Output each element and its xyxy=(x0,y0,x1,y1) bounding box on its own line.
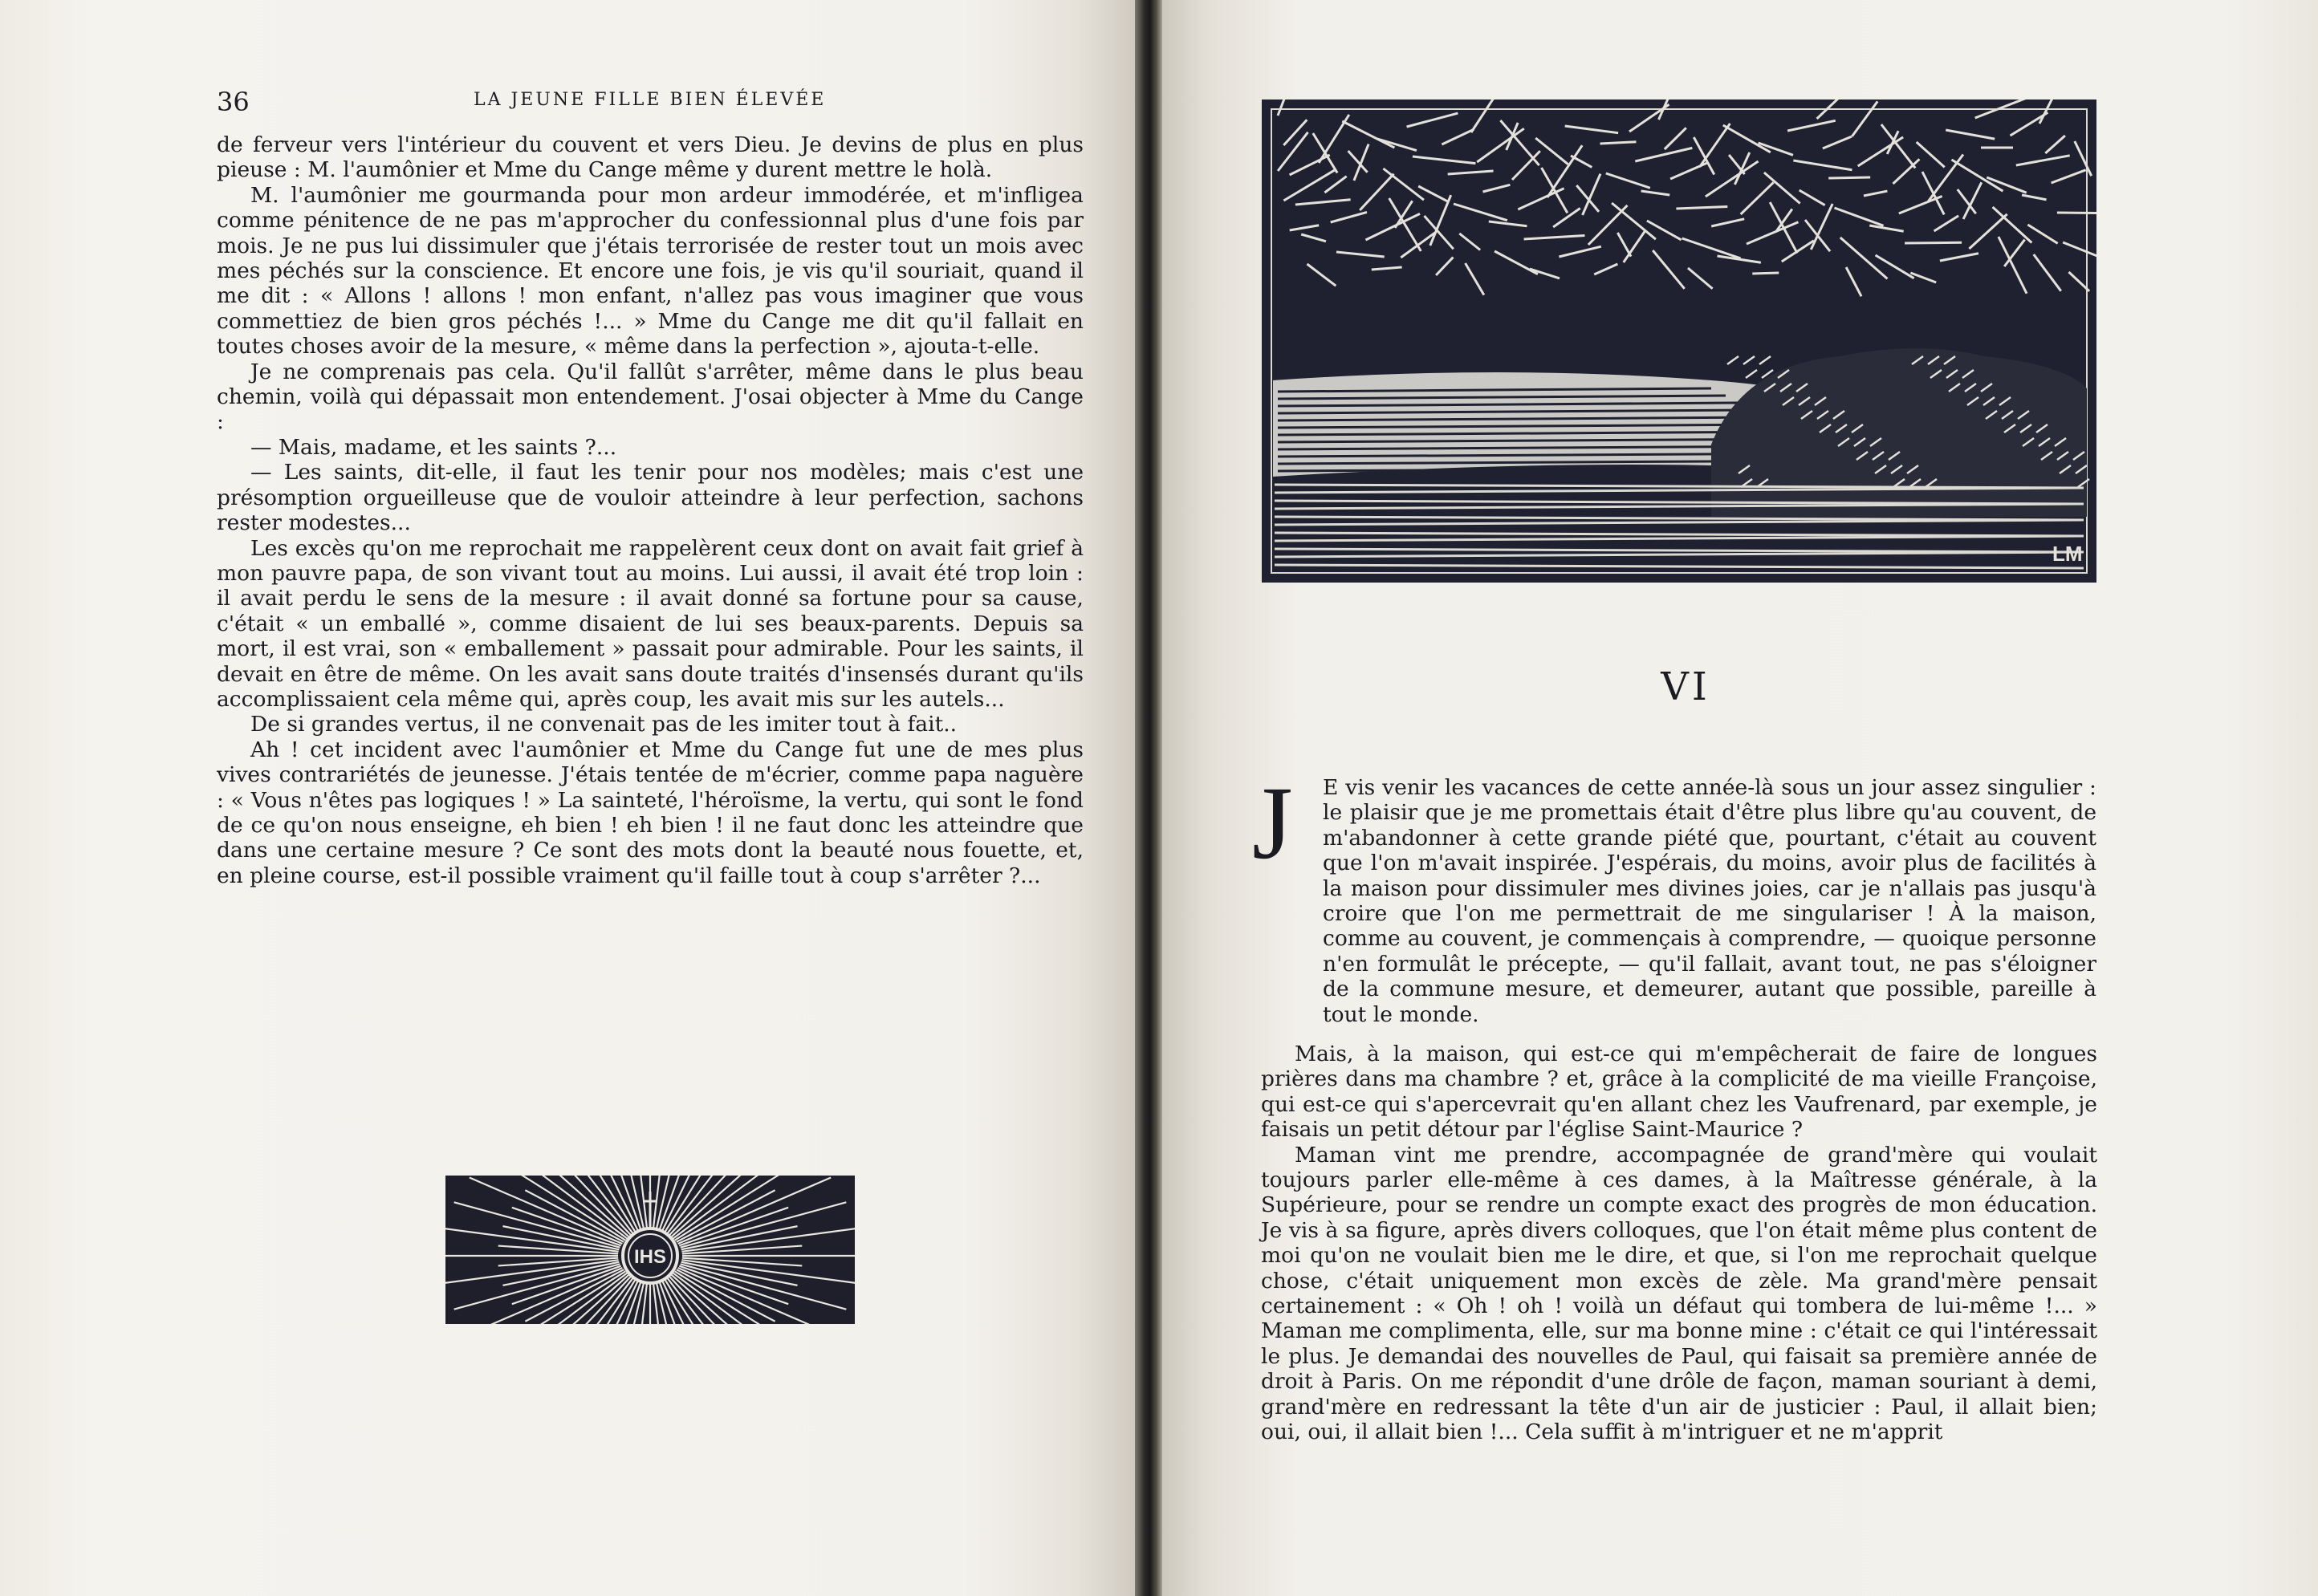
left-body-text xyxy=(217,132,1084,888)
right-body-text xyxy=(1261,1042,2097,1445)
woodcut-monogram: LM xyxy=(2052,542,2083,566)
chapter-heading: VI xyxy=(1661,664,1710,709)
paragraph: Mais, à la maison, qui est-ce qui m'empêcherait de faire de longues prières dans ma chambre ? et, grâce à la complicité de ma vieille Françoise, qui est-ce qui s'apercevrait qu'en allant chez les Vaufrenard, par exemple, je faisais un petit détour par l'église Saint-Maurice ? xyxy=(1261,1042,2097,1143)
paragraph: M. l'aumônier me gourmanda pour mon ardeur immodérée, et m'infligea comme pénitence de ne pas m'approcher du confessionnal plus d'une fois par mois. Je ne pus lui dissimuler que j'étais terrorisée de rester tout un mois avec mes péchés sur la conscience. Et encore une fois, je vis qu'il souriait, quand il me dit : « Allons ! allons ! mon enfant, n'allez pas vous imaginer que vous commettiez de bien gros péchés !... » Mme du Cange me dit qu'il fallait en toutes choses avoir de la mesure, « même dans la perfection », ajouta-t-elle. xyxy=(217,182,1084,359)
paragraph: De si grandes vertus, il ne convenait pas de les imiter tout à fait.. xyxy=(250,712,958,737)
paragraph: Maman vint me prendre, accompagnée de grand'mère qui voulait toujours parler elle-même à ces dames, à la Maîtresse générale, à la Supérieure, pour se rendre un compte exact des progrès de mon éducation. Je vis à sa figure, après divers colloques, que l'on était même plus content de moi qu'on ne voulait bien me le dire, et que, si l'on me reprochait quelque chose, c'était uniquement mon excès de zèle. Ma grand'mère pensait certainement : « Oh ! oh ! voilà un défaut qui tombera de lui-même !... » Maman me complimenta, elle, sur ma bonne mine : c'était ce qui l'intéressait le plus. Je demandai des nouvelles de Paul, qui faisait sa première année de droit à Paris. On me répondit d'une drôle de façon, maman souriant à demi, grand'mère en redressant la tête d'un air de justicier : Paul, il allait bien; oui, oui, il allait bien !... Cela suffit à m'intriguer et ne m'apprit xyxy=(1261,1142,2097,1445)
opening-text: vis venir les vacances de cette année-là sous un jour assez singulier : le plaisir que je me promettais était d'être plus libre qu'au couvent, de m'abandonner à cette grande piété que, pourtant, c'était au couvent que l'on m'avait inspirée. J'espérais, du moins, avoir plus de facilités à la maison pour dissimuler mes divines joies, car je n'allais pas jusqu'à croire que l'on me permettrait de me singulariser ! À la maison, comme au couvent, je commençais à comprendre, — quoique personne n'en formulât le précepte, — qu'il fallait, avant tout, ne pas s'éloigner de la commune mesure, et demeurer, autant que possible, pareille à tout le monde. xyxy=(1323,775,2096,1027)
opening-paragraph xyxy=(1323,775,2096,1027)
ihs-monogram: IHS xyxy=(633,1246,667,1268)
woodcut-illustration xyxy=(1262,99,2096,583)
left-page xyxy=(0,0,1135,1596)
page-number: 36 xyxy=(217,87,250,117)
landscape-woodcut-icon xyxy=(1262,99,2096,583)
opening-first-word: E xyxy=(1323,775,1339,800)
drop-cap: J xyxy=(1252,766,1293,881)
paragraph: de ferveur vers l'intérieur du couvent et vers Dieu. Je devins de plus en plus pieuse : M. l'aumônier et Mme du Cange même y durent mettre le holà. xyxy=(217,132,1084,183)
paragraph: Je ne comprenais pas cela. Qu'il fallût s'arrêter, même dans le plus beau chemin, voilà qui dépassait mon entendement. J'osai objecter à Mme du Cange : xyxy=(217,359,1084,435)
ihs-ornament xyxy=(445,1176,855,1324)
sunburst-icon xyxy=(445,1176,855,1324)
running-title: LA JEUNE FILLE BIEN ÉLEVÉE xyxy=(474,90,827,110)
running-head xyxy=(217,87,1092,119)
paragraph: Ah ! cet incident avec l'aumônier et Mme du Cange fut une de mes plus vives contrariétés de jeunesse. J'étais tentée de m'écrier, comme papa naguère : « Vous n'êtes pas logiques ! » La sainteté, l'héroïsme, la vertu, qui sont le fond de ce qu'on nous enseigne, eh bien ! eh bien ! il ne faut donc les atteindre que dans une certaine mesure ? Ce sont des mots dont la beauté nous fouette, et, en pleine course, est-il possible vraiment qu'il faille tout à coup s'arrêter ?... xyxy=(217,737,1084,888)
book-gutter xyxy=(1135,0,1162,1596)
paragraph: — Les saints, dit-elle, il faut les tenir pour nos modèles; mais c'est une présomption orgueilleuse que de vouloir atteindre à leur perfection, sachons rester modestes... xyxy=(217,460,1084,536)
paragraph: — Mais, madame, et les saints ?... xyxy=(250,434,617,460)
paragraph: Les excès qu'on me reprochait me rappelèrent ceux dont on avait fait grief à mon pauvre papa, de son vivant tout au moins. Lui aussi, il avait été trop loin : il avait perdu le sens de la mesure : il avait donné sa fortune pour sa cause, c'était « un emballé », comme disaient de lui ses beaux-parents. Depuis sa mort, il est vrai, son « emballement » passait pour admirable. Pour les saints, il devait en être de même. On les avait sans doute traités d'insensés durant qu'ils accomplissaient cela même qui, après coup, les avait mis sur les autels... xyxy=(217,535,1084,712)
